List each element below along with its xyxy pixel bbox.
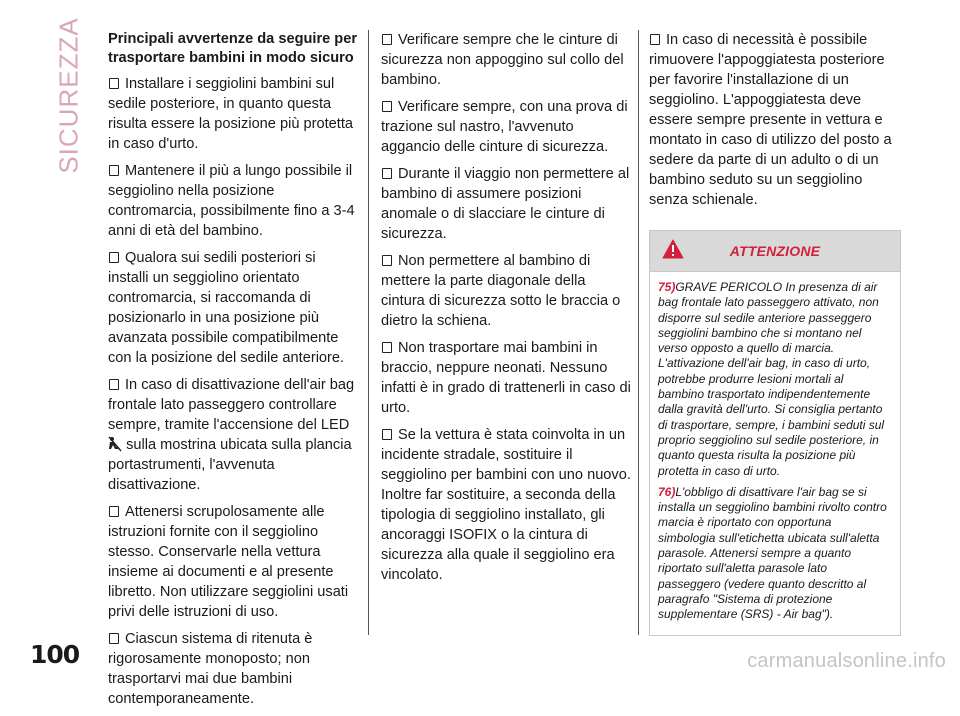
warning-body	[650, 271, 900, 635]
bullet-square-icon	[650, 34, 660, 45]
section-heading: Principali avvertenze da seguire per trasportare bambini in modo sicuro	[108, 31, 358, 66]
bullet-item: Non trasportare mai bambini in braccio, neppure neonati. Nessuno infatti è in grado di trattenerli in caso di urto.	[381, 340, 631, 416]
airbag-off-led-icon	[108, 436, 122, 452]
column-3	[649, 30, 901, 636]
bullet-item: Installare i seggiolini bambini sul sedile posteriore, in quanto questa risulta essere la posizione più protetta in caso d'urto.	[108, 76, 353, 152]
bullet-square-icon	[109, 252, 119, 263]
warning-item: 75)GRAVE PERICOLO In presenza di air bag frontale lato passeggero attivato, non disporre sul sedile anteriore passeggero seggiolini bambino che si montano nel verso opposto a quello di marcia. L'attivazione dell'air bag, in caso di urto, potrebbe produrre lesioni mortali al bambino trasportato indipendentemente dalla gravità dell'urto. Si consiglia pertanto di trasportare, sempre, i bambini seduti sul proprio seggiolino sul sedile posteriore, in quanto questa risulta la posizione più protetta in caso di urto.	[658, 280, 885, 478]
bullet-square-icon	[382, 255, 392, 266]
bullet-square-icon	[382, 168, 392, 179]
bullet-square-icon	[382, 342, 392, 353]
bullet-item: Attenersi scrupolosamente alle istruzioni fornite con il seggiolino stesso. Conservarle nella vettura insieme ai documenti e al presente libretto. Non utilizzare seggiolini usati privi delle istruzioni di uso.	[108, 504, 349, 620]
column-divider	[638, 30, 639, 635]
bullet-square-icon	[109, 633, 119, 644]
bullet-item-airbag-led: In caso di disattivazione dell'air bag frontale lato passeggero controllare sempre, tramite l'accensione del LED sulla mostrina ubicata sulla plancia portastrumenti, l'avvenuta disattivazione.	[108, 377, 355, 493]
warning-number: 76)	[658, 484, 676, 499]
warning-item: 76)L'obbligo di disattivare l'air bag se si installa un seggiolino bambini rivolto contro marcia è riportato con opportuna simbologia sull'etichetta ubicata sull'aletta parasole. Attenersi sempre a quanto riportato sull'aletta parasole lato passeggero (vedere quanto descritto al paragrafo "Sistema di protezione supplementare (SRS) - Air bag").	[658, 484, 887, 622]
bullet-square-icon	[109, 165, 119, 176]
column-divider	[368, 30, 369, 635]
warning-panel	[649, 230, 901, 636]
bullet-square-icon	[382, 101, 392, 112]
section-tab-label: SICUREZZA	[53, 16, 84, 174]
section-side-tab	[53, 16, 84, 174]
bullet-item: Se la vettura è stata coinvolta in un incidente stradale, sostituire il seggiolino per bambini con uno nuovo. Inoltre far sostituire, a seconda della tipologia di seggiolino installato, gli ancoraggi ISOFIX o la cintura di sicurezza alla quale il seggiolino era vincolato.	[381, 427, 631, 583]
bullet-square-icon	[382, 429, 392, 440]
watermark: carmanualsonline.info	[747, 650, 946, 672]
bullet-square-icon	[109, 506, 119, 517]
bullet-item: Qualora sui sedili posteriori si installi un seggiolino orientato contromarcia, si raccomanda di posizionarlo in una posizione più avanzata possibile compatibilmente con la posizione del sedile anteriore.	[108, 250, 345, 366]
bullet-item: Non permettere al bambino di mettere la parte diagonale della cintura di sicurezza sotto le braccia o dietro la schiena.	[381, 253, 621, 329]
column-1	[108, 30, 358, 716]
bullet-square-icon	[382, 34, 392, 45]
bullet-square-icon	[109, 78, 119, 89]
bullet-item: Verificare sempre che le cinture di sicurezza non appoggino sul collo del bambino.	[381, 32, 624, 88]
warning-title: ATTENZIONE	[729, 243, 821, 259]
column-2	[381, 30, 631, 592]
bullet-item: Durante il viaggio non permettere al bambino di assumere posizioni anomale o di slacciare le cinture di sicurezza.	[381, 166, 630, 242]
bullet-item: Mantenere il più a lungo possibile il seggiolino nella posizione contromarcia, possibilmente fino a 3-4 anni di età del bambino.	[108, 163, 355, 239]
bullet-square-icon	[109, 379, 119, 390]
warning-header	[650, 231, 900, 271]
page-number: 100	[30, 640, 80, 669]
warning-number: 75)	[658, 280, 676, 294]
bullet-item: Ciascun sistema di ritenuta è rigorosamente monoposto; non trasportarvi mai due bambini contemporaneamente.	[108, 631, 313, 707]
bullet-item: Verificare sempre, con una prova di trazione sul nastro, l'avvenuto aggancio delle cinture di sicurezza.	[381, 99, 628, 155]
warning-triangle-icon	[662, 239, 684, 259]
bullet-item: In caso di necessità è possibile rimuovere l'appoggiatesta posteriore per favorire l'installazione di un seggiolino. L'appoggiatesta deve essere sempre presente in vettura e montato in caso di utilizzo del posto a sedere da parte di un adulto o di un bambino seduto su un seggiolino senza schienale.	[649, 32, 892, 208]
